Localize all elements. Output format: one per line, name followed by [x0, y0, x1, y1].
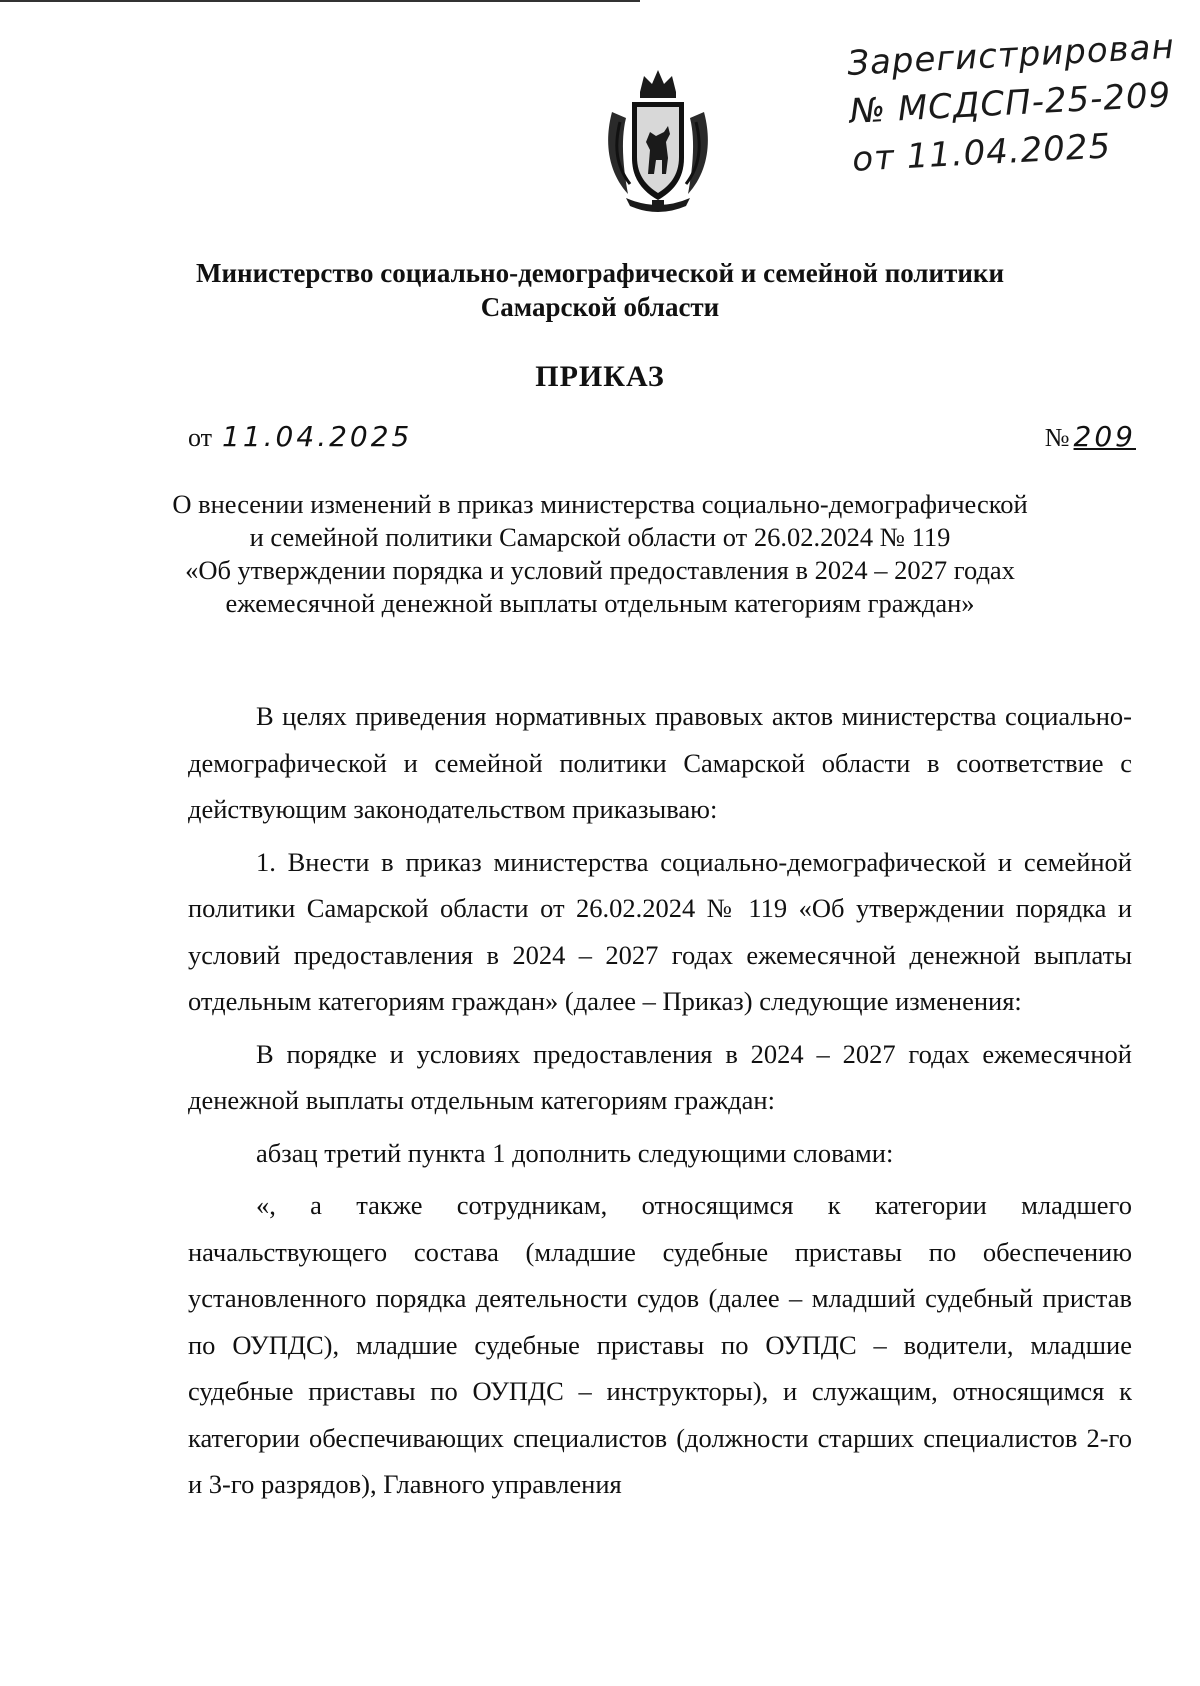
document-date [188, 420, 412, 453]
body-paragraph: 1. Внести в приказ министерства социально-демографической и семейной политики Самарской области от 26.02.2024 № 119 «Об утверждении порядка и условий предоставления в 2024 – 2027 годах ежемесячной денежной выплаты отдельным категориям граждан» (далее – Приказ) следующие изменения: [188, 846, 1132, 1016]
subject-line3: «Об утверждении порядка и условий предоставления в 2024 – 2027 годах [185, 555, 1015, 585]
body-paragraph: абзац третий пункта 1 дополнить следующими словами: [256, 1137, 894, 1168]
ministry-name [120, 256, 1080, 324]
document-number [1045, 420, 1136, 453]
handnote-line-registered: Зарегистрирован [846, 26, 1176, 84]
coat-of-arms-icon [602, 62, 714, 212]
date-prefix: от [188, 423, 213, 452]
subject-line4: ежемесячной денежной выплаты отдельным категориям граждан» [225, 588, 975, 618]
document-type-title: ПРИКАЗ [535, 360, 665, 393]
subject-line2: и семейной политики Самарской области от 26.02.2024 № 119 [249, 522, 951, 552]
scan-edge-line [0, 0, 640, 2]
document-subject [150, 488, 1050, 620]
handnote-line-date: от 11.04.2025 [851, 126, 1113, 180]
ministry-name-line2: Самарской области [480, 292, 720, 322]
number-prefix: № [1044, 423, 1070, 452]
body-paragraph: «, а также сотрудникам, относящимся к категории младшего начальствующего состава (младшие судебные приставы по обеспечению установленного порядка деятельности судов (далее – младший судебный пристав по ОУПДС), младшие судебные приставы по ОУПДС – водители, младшие судебные приставы по ОУПДС – инструкторы), и служащим, относящимся к категории обеспечивающих специалистов (должности старших специалистов 2-го и 3-го разрядов), Главного управления [188, 1190, 1132, 1499]
registration-handwritten-note [846, 22, 1193, 184]
document-body [188, 693, 1132, 1514]
date-handwritten: 11.04.2025 [222, 420, 413, 453]
body-paragraph: В порядке и условиях предоставления в 2024 – 2027 годах ежемесячной денежной выплаты отдельным категориям граждан: [188, 1038, 1132, 1115]
handnote-line-number: № МСДСП-25-209 [848, 75, 1173, 132]
ministry-name-line1: Министерство социально-демографической и семейной политики [195, 258, 1005, 288]
body-paragraph: В целях приведения нормативных правовых актов министерства социально-демографической и семейной политики Самарской области в соответствие с действующим законодательством приказываю: [188, 701, 1132, 824]
subject-line1: О внесении изменений в приказ министерства социально-демографической [172, 489, 1028, 519]
number-handwritten: 209 [1073, 420, 1136, 453]
